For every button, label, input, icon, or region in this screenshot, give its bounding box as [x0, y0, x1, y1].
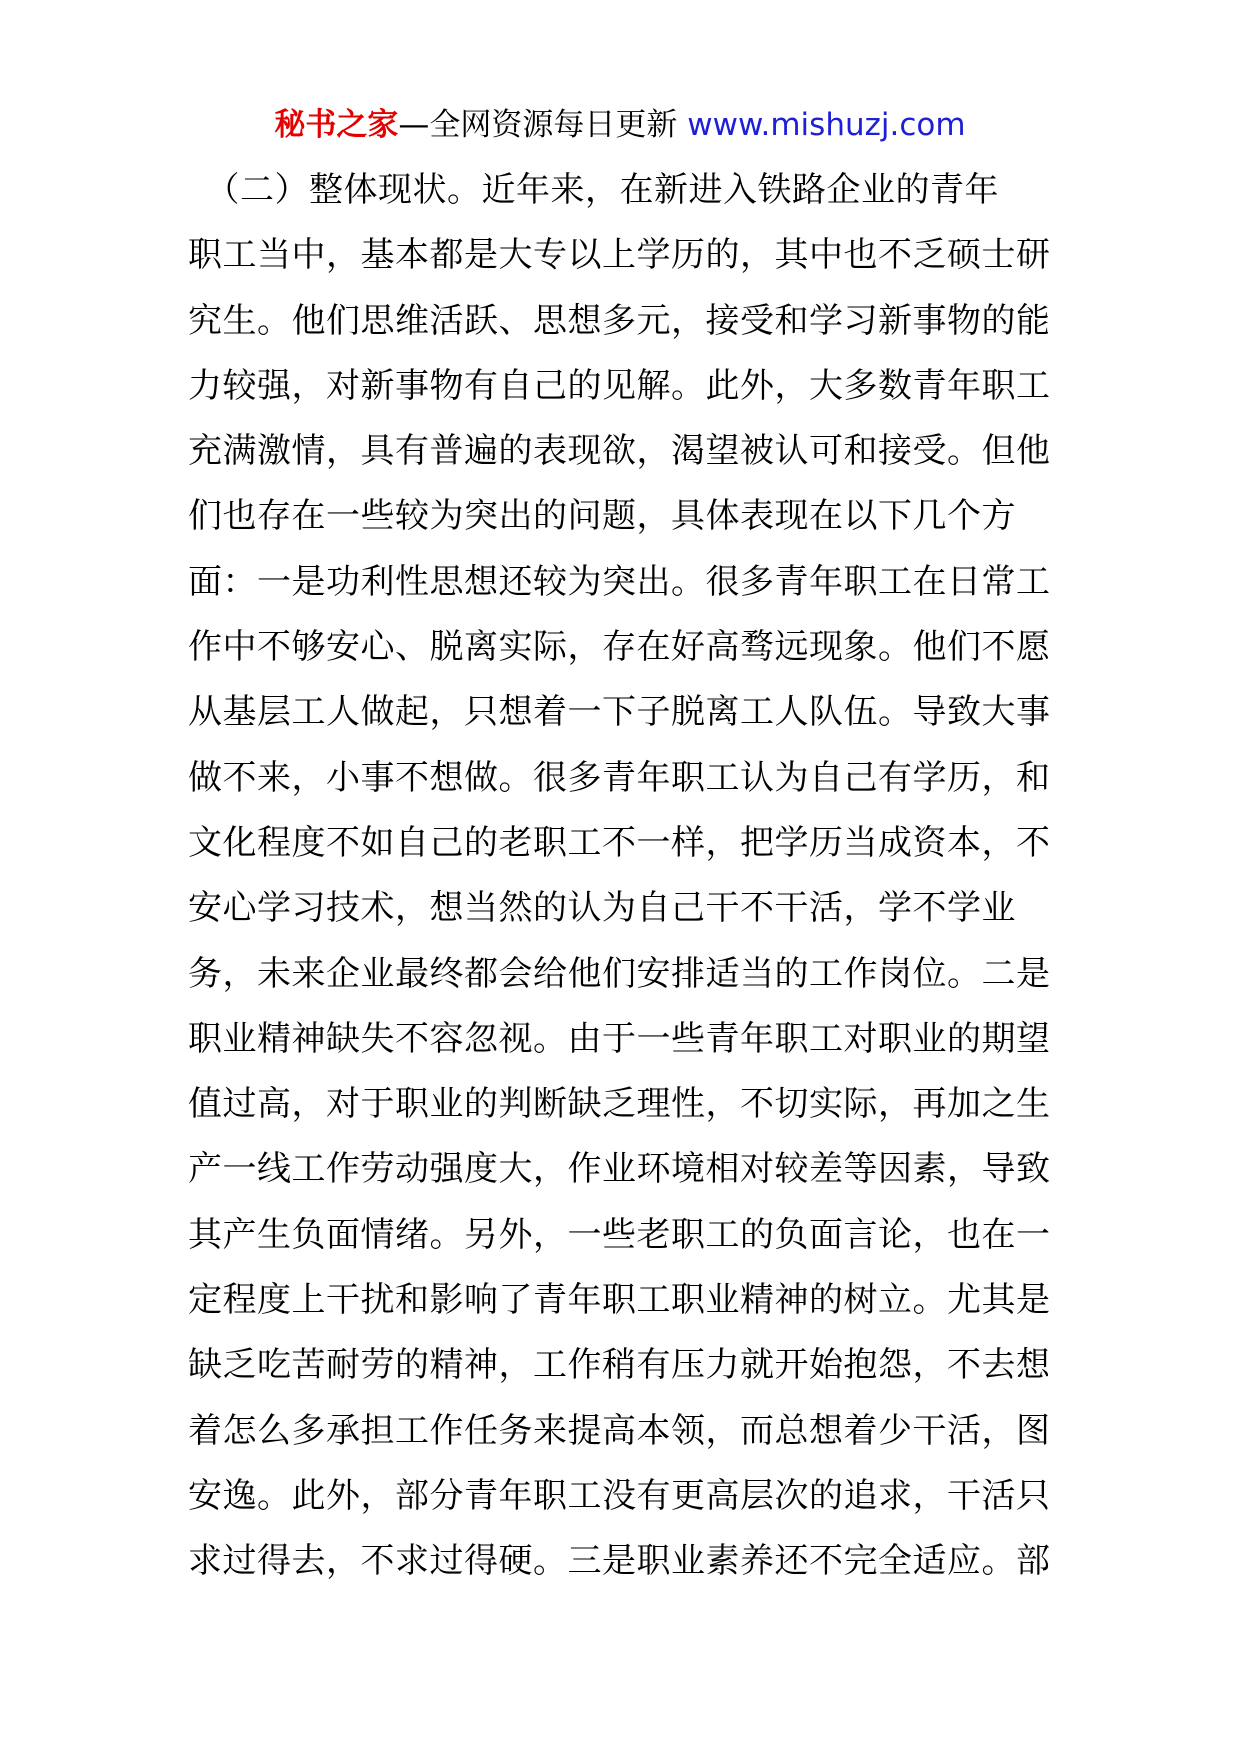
document-body — [188, 158, 1058, 1595]
text-line: 务，未来企业最终都会给他们安排适当的工作岗位。二是 — [188, 953, 1051, 994]
site-url-link[interactable]: www.mishuzj.com — [687, 107, 966, 143]
text-line: 们也存在一些较为突出的问题，具体表现在以下几个方 — [188, 496, 1016, 537]
text-line: 从基层工人做起，只想着一下子脱离工人队伍。导致大事 — [188, 692, 1051, 733]
text-line: 其产生负面情绪。另外，一些老职工的负面言论，也在一 — [188, 1214, 1051, 1255]
text-line: 作中不够安心、脱离实际，存在好高骛远现象。他们不愿 — [188, 627, 1051, 668]
text-line: 职工当中，基本都是大专以上学历的，其中也不乏硕士研 — [188, 235, 1051, 276]
text-line: 缺乏吃苦耐劳的精神，工作稍有压力就开始抱怨，不去想 — [188, 1345, 1051, 1386]
text-line: 产一线工作劳动强度大，作业环境相对较差等因素，导致 — [188, 1149, 1051, 1190]
text-line: 力较强，对新事物有自己的见解。此外，大多数青年职工 — [188, 365, 1051, 406]
text-line: 职业精神缺失不容忽视。由于一些青年职工对职业的期望 — [188, 1018, 1051, 1059]
text-line: 值过高，对于职业的判断缺乏理性，不切实际，再加之生 — [188, 1084, 1051, 1125]
text-line: 着怎么多承担工作任务来提高本领，而总想着少干活，图 — [188, 1410, 1051, 1451]
site-header — [0, 100, 1240, 150]
text-line: 安心学习技术，想当然的认为自己干不干活，学不学业 — [188, 888, 1016, 929]
text-line: （二）整体现状。近年来，在新进入铁路企业的青年 — [188, 170, 999, 210]
brand-name: 秘书之家 — [274, 107, 399, 143]
text-line: 文化程度不如自己的老职工不一样，把学历当成资本，不 — [188, 822, 1051, 863]
text-line: 安逸。此外，部分青年职工没有更高层次的追求，干活只 — [188, 1475, 1051, 1516]
text-line: 面：一是功利性思想还较为突出。很多青年职工在日常工 — [188, 561, 1051, 602]
header-tagline: —全网资源每日更新 — [398, 107, 678, 143]
text-line: 定程度上干扰和影响了青年职工职业精神的树立。尤其是 — [188, 1280, 1051, 1321]
text-line: 充满激情，具有普遍的表现欲，渴望被认可和接受。但他 — [188, 431, 1051, 472]
text-line: 究生。他们思维活跃、思想多元，接受和学习新事物的能 — [188, 300, 1051, 341]
text-line: 做不来，小事不想做。很多青年职工认为自己有学历，和 — [188, 757, 1051, 798]
text-line: 求过得去，不求过得硬。三是职业素养还不完全适应。部 — [188, 1541, 1051, 1582]
